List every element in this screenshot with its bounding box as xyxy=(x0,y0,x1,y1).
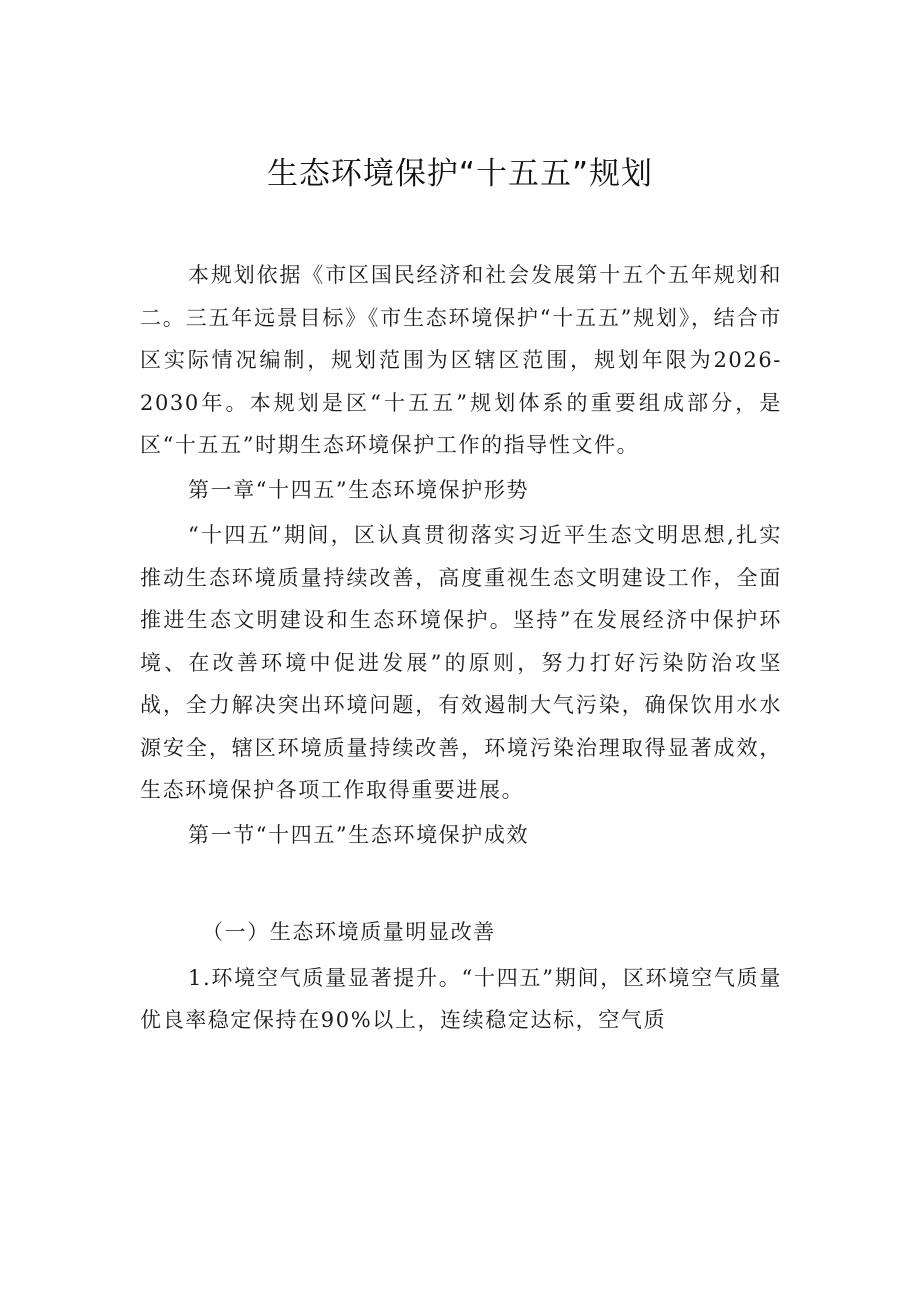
intro-paragraph: 本规划依据《市区国民经济和社会发展第十五个五年规划和二。三五年远景目标》《市生态环境保护“十五五”规划》，结合市区实际情况编制，规划范围为区辖区范围，规划年限为2026-2030年。本规划是区“十五五”规划体系的重要组成部分，是区“十五五”时期生态环境保护工作的指导性文件。 xyxy=(140,263,782,457)
chapter-heading: 第一章“十四五”生态环境保护形势 xyxy=(188,477,530,502)
subsection-heading: （一）生态环境质量明显改善 xyxy=(202,920,496,944)
chapter-paragraph: “十四五”期间，区认真贯彻落实习近平生态文明思想,扎实推动生态环境质量持续改善，高度重视生态文明建设工作，全面推进生态文明建设和生态环境保护。坚持”在发展经济中保护环境、在改善环境中促进发展”的原则，努力打好污染防治攻坚战，全力解决突出环境问题，有效遏制大气污染，确保饮用水水源安全，辖区环境质量持续改善，环境污染治理取得显著成效，生态环境保护各项工作取得重要进展。 xyxy=(140,523,782,802)
item-paragraph: 1.环境空气质量显著提升。“十四五”期间，区环境空气质量优良率稳定保持在90%以上，连续稳定达标，空气质 xyxy=(140,965,782,1032)
document-title: 生态环境保护“十五五”规划 xyxy=(266,156,654,192)
document-body xyxy=(140,254,782,1042)
section-heading: 第一节“十四五”生态环境保护成效 xyxy=(188,822,530,847)
